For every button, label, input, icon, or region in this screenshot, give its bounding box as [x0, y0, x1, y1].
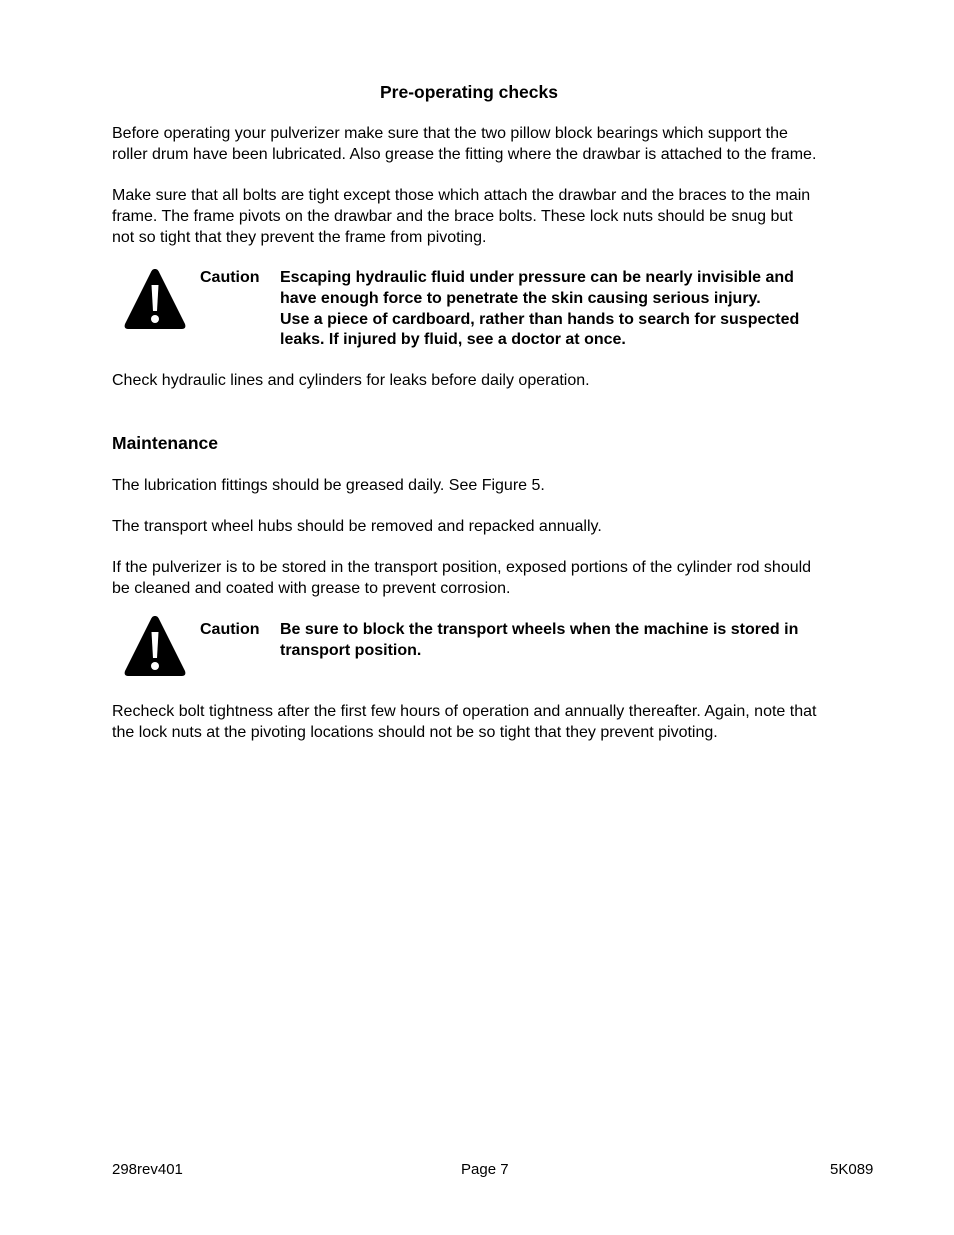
text-line: Recheck bolt tightness after the first few hours of operation and annually thereafter. Again, note that — [112, 703, 817, 720]
paragraph-lubrication — [112, 124, 882, 166]
footer-model-number: 5K089 — [830, 1161, 874, 1178]
page-title: Pre-operating checks — [380, 82, 558, 102]
text-line: The transport wheel hubs should be removed and repacked annually. — [112, 518, 602, 535]
text-line: the lock nuts at the pivoting locations should not be so tight that they prevent pivoting. — [112, 723, 718, 741]
text-line: leaks. If injured by fluid, see a doctor at once. — [280, 331, 626, 349]
footer-page-number: Page 7 — [461, 1161, 509, 1178]
footer-doc-revision: 298rev401 — [112, 1161, 183, 1178]
warning-triangle-icon — [123, 614, 187, 678]
paragraph-wheel-hubs — [112, 517, 882, 538]
text-line: Make sure that all bolts are tight except those which attach the drawbar and the braces to the main — [112, 187, 811, 204]
caution-text — [280, 268, 880, 351]
text-line: Escaping hydraulic fluid under pressure can be nearly invisible and — [280, 269, 794, 286]
text-line: Use a piece of cardboard, rather than hands to search for suspected — [280, 310, 800, 328]
warning-exclamation-icon — [123, 614, 187, 678]
paragraph-recheck-bolts — [112, 702, 882, 744]
text-line: not so tight that they prevent the frame from pivoting. — [112, 228, 487, 246]
text-line: frame. The frame pivots on the drawbar and the brace bolts. These lock nuts should be snug but — [112, 207, 793, 225]
caution-text — [280, 620, 880, 662]
text-line: transport position. — [280, 641, 422, 659]
paragraph-grease-daily — [112, 476, 882, 497]
text-line: Be sure to block the transport wheels when the machine is stored in — [280, 621, 799, 638]
text-line: The lubrication fittings should be greased daily. See Figure 5. — [112, 477, 545, 494]
paragraph-bolts — [112, 186, 882, 248]
paragraph-storage — [112, 558, 882, 600]
text-line: have enough force to penetrate the skin causing serious injury. — [280, 289, 761, 307]
warning-triangle-icon — [123, 267, 187, 331]
caution-label: Caution — [200, 621, 260, 638]
text-line: Check hydraulic lines and cylinders for leaks before daily operation. — [112, 372, 590, 389]
warning-exclamation-icon — [123, 267, 187, 331]
paragraph-hydraulic-check — [112, 371, 882, 392]
caution-label: Caution — [200, 269, 260, 286]
text-line: be cleaned and coated with grease to prevent corrosion. — [112, 579, 511, 597]
text-line: roller drum have been lubricated. Also grease the fitting where the drawbar is attached to the frame. — [112, 145, 817, 163]
text-line: If the pulverizer is to be stored in the transport position, exposed portions of the cylinder rod should — [112, 559, 812, 576]
text-line: Before operating your pulverizer make sure that the two pillow block bearings which support the — [112, 125, 788, 142]
section-heading-maintenance: Maintenance — [112, 433, 218, 453]
